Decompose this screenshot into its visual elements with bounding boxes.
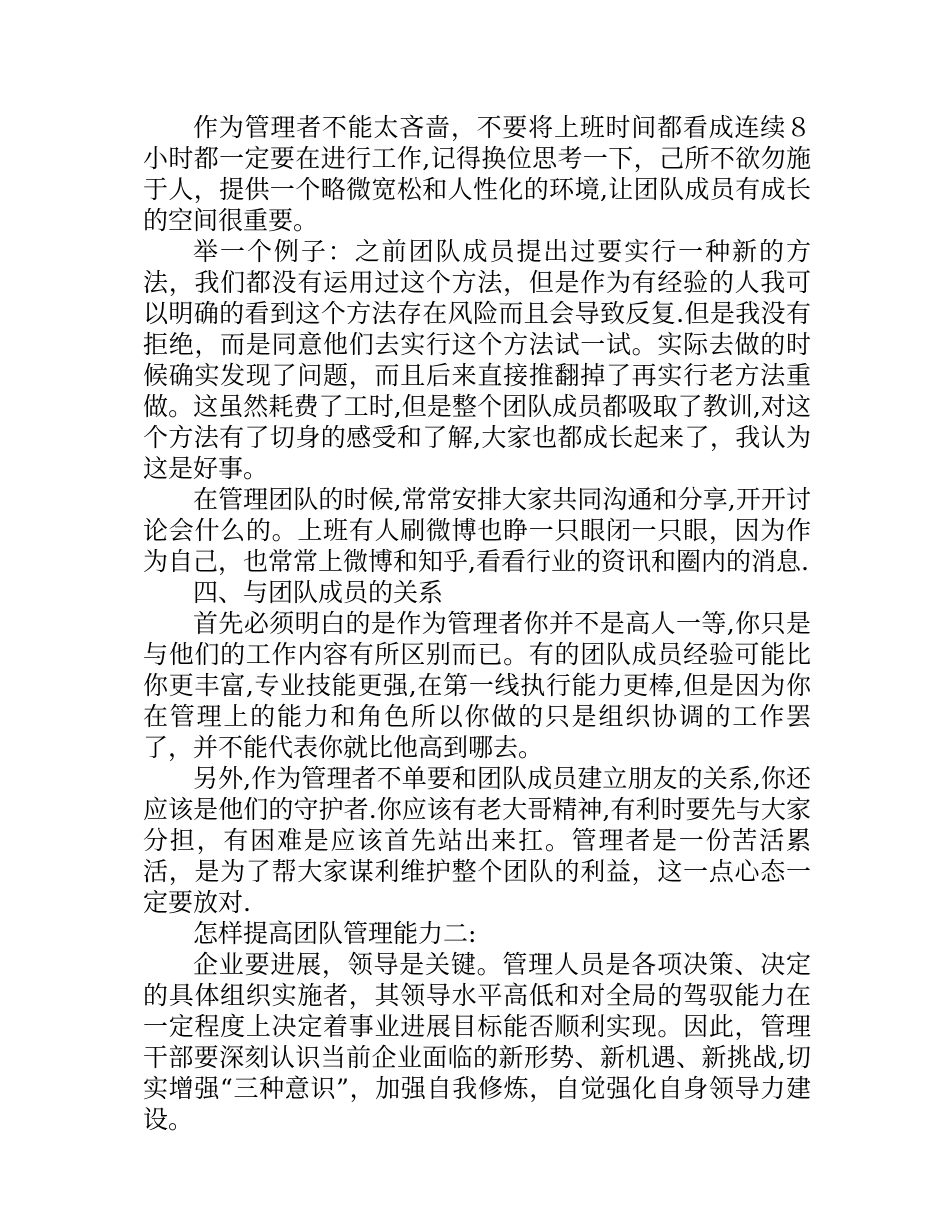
paragraph-1: 作为管理者不能太吝啬，不要将上班时间都看成连续８小时都一定要在进行工作,记得换位思考一下，己所不欲勿施于人，提供一个略微宽松和人性化的环境,让团队成员有成长的空间很重要。 — [143, 113, 811, 235]
paragraph-8: 企业要进展，领导是关键。管理人员是各项决策、决定的具体组织实施者，其领导水平高低和对全局的驾驭能力在一定程度上决定着事业进展目标能否顺利实现。因此，管理干部要深刻认识当前企业面临的新形势、新机遇、新挑战,切实增强“三种意识”，加强自我修炼，自觉强化自身领导力建设。 — [143, 950, 811, 1134]
section-heading-7: 怎样提高团队管理能力二: — [193, 919, 477, 948]
document-body — [143, 112, 811, 1135]
paragraph-2: 举一个例子：之前团队成员提出过要实行一种新的方法，我们都没有运用过这个方法，但是作为有经验的人我可以明确的看到这个方法存在风险而且会导致反复.但是我没有拒绝，而是同意他们去实行这个方法试一试。实际去做的时候确实发现了问题，而且后来直接推翻掉了再实行老方法重做。这虽然耗费了工时,但是整个团队成员都吸取了教训,对这个方法有了切身的感受和了解,大家也都成长起来了，我认为这是好事。 — [143, 237, 811, 483]
paragraph-3: 在管理团队的时候,常常安排大家共同沟通和分享,开开讨论会什么的。上班有人刷微博也睁一只眼闭一只眼，因为作为自己，也常常上微博和知乎,看看行业的资讯和圈内的消息. — [143, 485, 811, 576]
paragraph-5: 首先必须明白的是作为管理者你并不是高人一等,你只是与他们的工作内容有所区别而已。有的团队成员经验可能比你更丰富,专业技能更强,在第一线执行能力更棒,但是因为你在管理上的能力和角色所以你做的只是组织协调的工作罢了，并不能代表你就比他高到哪去。 — [143, 609, 811, 762]
paragraph-6: 另外,作为管理者不单要和团队成员建立朋友的关系,你还应该是他们的守护者.你应该有老大哥精神,有利时要先与大家分担，有困难是应该首先站出来扛。管理者是一份苦活累活，是为了帮大家谋利维护整个团队的利益，这一点心态一定要放对. — [143, 764, 811, 917]
section-heading-4: 四、与团队成员的关系 — [193, 578, 444, 607]
